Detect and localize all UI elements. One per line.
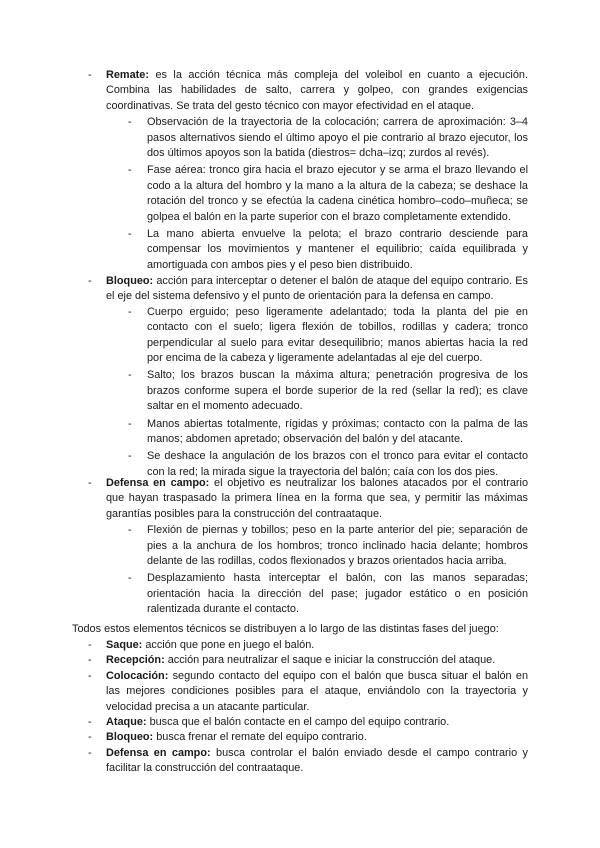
sub-text: Se deshace la angulación de los brazos con el tronco para evitar el contacto con la red; la mirada sigue la trayectoria del balón; caía con los dos pies. (147, 450, 528, 478)
summary-item (88, 638, 528, 653)
sub-bullet (128, 163, 528, 225)
bullet-dash: - (88, 275, 92, 287)
sub-text: Salto; los brazos buscan la máxima altura; penetración progresiva de los brazos conforme supera el borde superior de la red (sellar la red); es clave saltar en el momento adecuado. (147, 369, 528, 413)
sub-text: Observación de la trayectoria de la colocación; carrera de aproximación: 3–4 pasos alternativos siendo el último apoyo el pie contrario al brazo ejecutor, los dos últimos apoyos son la batida (diestros= dcha–izq; zurdos al revés). (147, 116, 528, 160)
sub-bullet (128, 227, 528, 273)
sub-text: Flexión de piernas y tobillos; peso en la parte anterior del pie; separación de pies a la anchura de los hombros; tronco inclinado hacia delante; hombros delante de las rodillas, codos flexionados y brazos orientados hacia arriba. (147, 524, 528, 568)
summary-item (88, 746, 528, 777)
summary-term: Colocación: (106, 669, 169, 682)
summary-item (88, 730, 528, 745)
sub-dash: - (128, 305, 132, 318)
bullet-dash: - (88, 654, 92, 667)
sub-dash: - (128, 116, 132, 129)
summary-term: Saque: (106, 639, 143, 651)
summary-text: segundo contacto del equipo con el balón que busca situar el balón en las mejores condiciones posibles para el ataque, enviándolo con la trayectoria y velocidad precisa a un atacante particular. (106, 669, 528, 713)
text-bloqueo: acción para interceptar o detener el balón de ataque del equipo contrario. Es el eje del sistema defensivo y el punto de orientación para la defensa en campo. (106, 275, 528, 303)
section-remate (0, 68, 600, 273)
summary-term: Ataque: (106, 716, 147, 729)
summary-text: busca que el balón contacte en el campo del equipo contrario. (146, 716, 450, 729)
text-defensa: el objetivo es neutralizar los balones atacados por el contrario que hayan traspasado la primera línea en la forma que sea, y permitir las máximas garantías posibles para la construcción del contraataque. (106, 477, 528, 520)
summary-item (88, 715, 528, 730)
summary-text: busca controlar el balón enviado desde el campo contrario y facilitar la construcción del contraataque. (106, 746, 528, 775)
bullet-dash: - (88, 669, 92, 682)
sub-dash: - (128, 228, 132, 241)
sub-dash: - (128, 524, 132, 537)
bullet-dash: - (88, 746, 92, 759)
section-bloqueo (0, 274, 600, 480)
bullet-dash: - (88, 69, 92, 81)
bullet-dash: - (88, 477, 92, 489)
sub-bullet (128, 115, 528, 161)
bullet-bloqueo (88, 274, 528, 305)
term-bloqueo: Bloqueo: (106, 275, 154, 287)
sub-bullet (128, 305, 528, 367)
sub-text: Desplazamiento hasta interceptar el balón, con las manos separadas; orientación hacia la dirección del pase; jugador estático o en posición ralentizada durante el contacto. (147, 572, 528, 616)
sub-dash: - (128, 572, 132, 585)
bullet-dash: - (88, 716, 92, 729)
sub-bullet (128, 523, 528, 569)
bullet-dash: - (88, 731, 92, 744)
summary-term: Defensa en campo: (106, 746, 211, 759)
summary-list (0, 638, 600, 777)
sub-text: Fase aérea: tronco gira hacia el brazo ejecutor y se arma el brazo llevando el codo a la altura del hombro y la mano a la altura de la cabeza; se deshace la rotación del tronco y se efectúa la cadena cinética hombro–codo–muñeca; se golpea el balón en la parte superior con el brazo completamente extendido. (147, 164, 528, 223)
sub-text: La mano abierta envuelve la pelota; el brazo contrario desciende para compensar los movimientos y mantener el equilibrio; caída equilibrada y amortiguada con ambos pies y el peso bien distribuido. (147, 228, 528, 271)
bullet-defensa (88, 476, 528, 522)
section-defensa (0, 476, 600, 618)
summary-item (88, 669, 528, 715)
term-defensa: Defensa en campo: (106, 477, 210, 489)
summary-item (88, 653, 528, 668)
summary-term: Recepción: (106, 654, 165, 667)
summary-text: acción para neutralizar el saque e iniciar la construcción del ataque. (164, 654, 496, 667)
bullet-remate (88, 68, 528, 114)
summary-text: busca frenar el remate del equipo contrario. (153, 731, 367, 744)
sub-bullet (128, 417, 528, 448)
sub-bullet (128, 368, 528, 414)
summary-intro: Todos estos elementos técnicos se distribuyen a lo largo de las distintas fases del juego: (72, 623, 499, 635)
sub-text: Cuerpo erguido; peso ligeramente adelantado; toda la planta del pie en contacto con el suelo; ligera flexión de tobillos, rodillas y cadera; tronco perpendicular al suelo para evitar desequilibrio; manos abiertas hacia la red por encima de la cabeza y ligeramente adelantadas al eje del cuerpo. (147, 305, 528, 365)
sub-dash: - (128, 164, 132, 177)
sub-bullet (128, 571, 528, 617)
sub-dash: - (128, 369, 132, 382)
sub-text: Manos abiertas totalmente, rígidas y próximas; contacto con la palma de las manos; abdomen apretado; observación del balón y del atacante. (147, 417, 528, 446)
summary-text: acción que pone en juego el balón. (142, 639, 315, 651)
text-remate: es la acción técnica más compleja del voleibol en cuanto a ejecución. Combina las habilidades de salto, carrera y golpeo, con grandes exigencias coordinativas. Se trata del gesto técnico con mayor efectividad en el ataque. (106, 69, 528, 112)
bullet-dash: - (88, 639, 92, 651)
summary-term: Bloqueo: (106, 731, 154, 744)
sub-dash: - (128, 450, 132, 463)
term-remate: Remate: (106, 69, 149, 81)
sub-dash: - (128, 417, 132, 430)
